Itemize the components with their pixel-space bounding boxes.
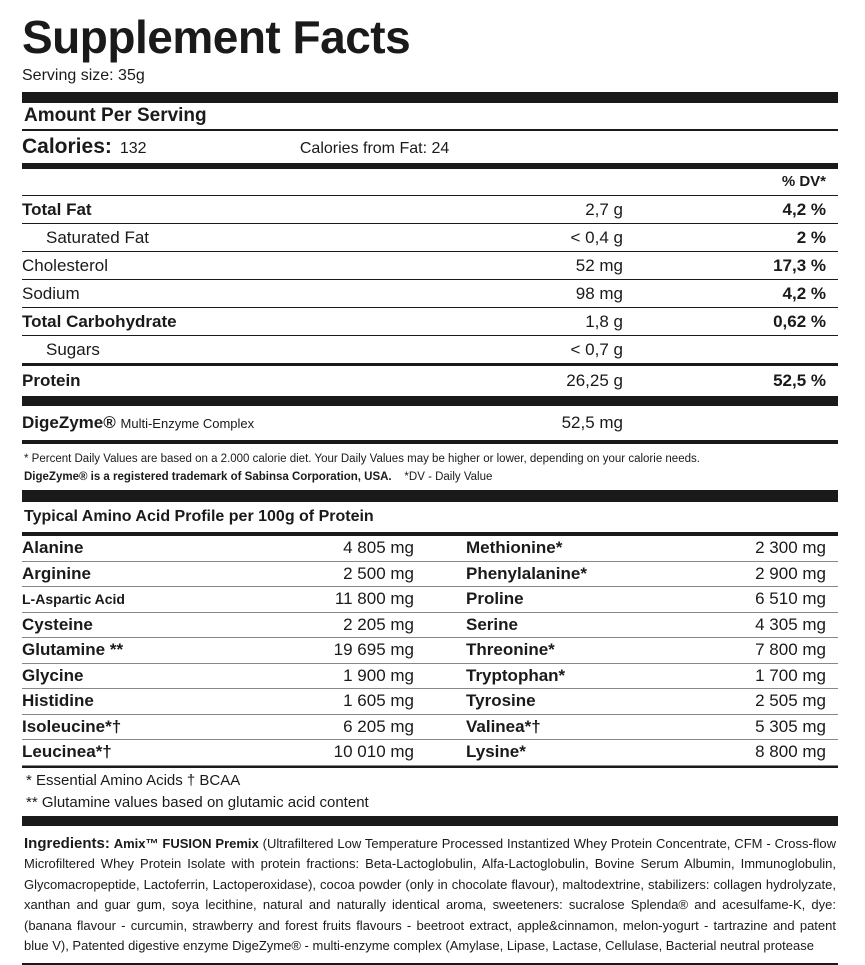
amino-name: Phenylalanine*	[466, 563, 587, 583]
amino-row	[22, 664, 430, 690]
calories-row	[22, 131, 838, 163]
amino-value: 6 205 mg	[343, 716, 414, 736]
divider	[22, 963, 838, 965]
nutrient-amount: 2,7 g	[585, 200, 623, 219]
amino-name: Threonine*	[466, 640, 555, 659]
amino-name: Glycine	[22, 665, 84, 685]
supplement-facts-panel	[22, 12, 838, 965]
amino-value: 1 900 mg	[343, 665, 414, 685]
amino-name: Leucinea*†	[22, 742, 112, 761]
digezyme-amount: 52,5 mg	[561, 413, 623, 432]
amino-row	[22, 562, 430, 588]
amino-name: Tryptophan*	[466, 665, 566, 685]
nutrient-dv: 52,5 %	[773, 371, 826, 390]
amino-value: 2 505 mg	[755, 691, 826, 710]
divider	[22, 490, 838, 502]
amino-value: 5 305 mg	[755, 716, 826, 736]
nutrient-amount: 1,8 g	[585, 312, 623, 331]
nutrient-amount: 26,25 g	[566, 371, 623, 390]
nutrient-row	[22, 280, 838, 308]
nutrient-name: Total Fat	[22, 200, 92, 219]
nutrient-row	[22, 224, 838, 252]
amount-per-serving: Amount Per Serving	[24, 105, 207, 126]
amino-value: 19 695 mg	[333, 640, 414, 659]
amino-value: 10 010 mg	[333, 742, 414, 761]
amino-name: Cysteine	[22, 614, 93, 634]
amino-row	[430, 536, 838, 562]
nutrient-amount: < 0,7 g	[570, 340, 623, 359]
amino-value: 6 510 mg	[755, 589, 826, 608]
amino-name: Tyrosine	[466, 691, 536, 710]
divider	[22, 766, 838, 768]
amino-value: 2 205 mg	[343, 614, 414, 634]
nutrient-row	[22, 252, 838, 280]
amino-value: 2 300 mg	[755, 538, 826, 557]
nutrient-name: Sugars	[46, 340, 100, 359]
amino-row	[22, 689, 430, 715]
ingredients-text: (Ultrafiltered Low Temperature Processed Instantized Whey Protein Concentrate, CFM - Cross-flow Microfiltered Whey Protein Isolate with protein fractions: Beta-Lactoglobulin, Alfa-Lactoglobulin, Bovine Serum Albumin, Immunoglobulin, Glycomacropeptide, Lactoferrin, Lactoperoxidase), cocoa powder (only in chocolate flavour), maltodextrine, stabilizers: collagen hydrolyzate, xanthan and guar gum, soya lecithine, natural and naturally identical aroma, sweeteners: sucralose Splenda® and acesulfame-K, dye: (banana flavour - curcumin, strawberry and forest fruits flavours - beetroot extract, apple&cinnamon, melon-yogurt - tartrazine and patent blue V), Patented digestive enzyme DigeZyme® - multi-enzyme complex (Amylase, Lipase, Lactase, Cellulase, Bacterial neutral protease	[24, 835, 836, 953]
footnote-trademark: DigeZyme® is a registered trademark of Sabinsa Corporation, USA.	[24, 471, 392, 483]
amino-name: Histidine	[22, 691, 94, 710]
amino-name: Isoleucine*†	[22, 716, 122, 736]
nutrient-row	[22, 196, 838, 224]
panel-title: Supplement Facts	[22, 11, 411, 63]
digezyme-desc: Multi-Enzyme Complex	[120, 416, 255, 431]
amino-row	[430, 664, 838, 690]
amino-row	[430, 613, 838, 639]
ingredients-brand: Amix™ FUSION Premix	[113, 835, 259, 851]
ingredients	[22, 826, 838, 963]
amino-name: Serine	[466, 614, 518, 634]
calories-value: 132	[119, 140, 147, 157]
nutrient-dv	[623, 336, 838, 363]
amino-name: L-Aspartic Acid	[22, 591, 125, 607]
nutrient-row	[22, 364, 838, 396]
nutrient-dv: 4,2 %	[782, 200, 826, 219]
nutrient-dv: 4,2 %	[782, 284, 826, 303]
amino-value: 1 700 mg	[755, 665, 826, 685]
nutrient-name: Saturated Fat	[46, 228, 150, 247]
serving-size: Serving size: 35g	[22, 67, 145, 84]
amino-row	[430, 740, 838, 766]
nutrient-amount: 98 mg	[575, 284, 623, 303]
amino-footnote-glutamine: ** Glutamine values based on glutamic acid content	[26, 793, 369, 811]
amino-name: Proline	[466, 589, 524, 608]
nutrient-amount: < 0,4 g	[570, 228, 623, 247]
amino-value: 2 500 mg	[343, 563, 414, 583]
calories-from-fat: Calories from Fat: 24	[299, 140, 450, 157]
nutrient-amount: 52 mg	[575, 256, 623, 275]
nutrient-dv: 2 %	[796, 228, 826, 247]
nutrient-dv: 17,3 %	[773, 256, 826, 275]
amino-name: Arginine	[22, 563, 91, 583]
amino-row	[430, 715, 838, 741]
footnote-dv-def: *DV - Daily Value	[404, 471, 493, 483]
amino-footnote-essential: * Essential Amino Acids † BCAA	[26, 771, 241, 789]
amino-title: Typical Amino Acid Profile per 100g of Protein	[24, 508, 374, 525]
amino-value: 8 800 mg	[755, 742, 826, 761]
amino-row	[22, 536, 430, 562]
dv-header: % DV*	[22, 169, 838, 196]
amino-value: 7 800 mg	[755, 640, 826, 659]
nutrient-row	[22, 308, 838, 336]
divider	[22, 92, 838, 103]
amino-value: 1 605 mg	[343, 691, 414, 710]
amino-row	[22, 740, 430, 766]
amino-row	[430, 689, 838, 715]
amino-value: 4 305 mg	[755, 614, 826, 634]
amino-value: 11 800 mg	[334, 589, 414, 608]
digezyme-row	[22, 406, 838, 444]
nutrient-name: Sodium	[22, 284, 80, 303]
nutrient-name: Total Carbohydrate	[22, 312, 177, 331]
ingredients-label: Ingredients:	[24, 834, 110, 852]
calories-label: Calories:	[22, 135, 112, 158]
footnote-dv: * Percent Daily Values are based on a 2.000 calorie diet. Your Daily Values may be higher or lower, depending on your calorie needs.	[24, 453, 700, 465]
nutrient-name: Protein	[22, 371, 81, 390]
amino-value: 2 900 mg	[755, 563, 826, 583]
amino-table	[22, 536, 838, 766]
divider	[22, 396, 838, 406]
amino-row	[22, 638, 430, 664]
nutrient-dv: 0,62 %	[773, 312, 826, 331]
amino-value: 4 805 mg	[343, 538, 414, 557]
amino-name: Glutamine **	[22, 640, 124, 659]
amino-row	[430, 562, 838, 588]
amino-name: Alanine	[22, 538, 84, 557]
divider	[22, 816, 838, 826]
amino-row	[22, 613, 430, 639]
amino-row	[430, 587, 838, 613]
amino-row	[430, 638, 838, 664]
nutrient-table	[22, 196, 838, 396]
nutrient-row	[22, 336, 838, 364]
amino-name: Valinea*†	[466, 716, 541, 736]
nutrient-name: Cholesterol	[22, 256, 108, 275]
amino-row	[22, 715, 430, 741]
amino-name: Methionine*	[466, 538, 563, 557]
digezyme-name: DigeZyme®	[22, 413, 116, 432]
amino-row	[22, 587, 430, 613]
amino-name: Lysine*	[466, 742, 526, 761]
